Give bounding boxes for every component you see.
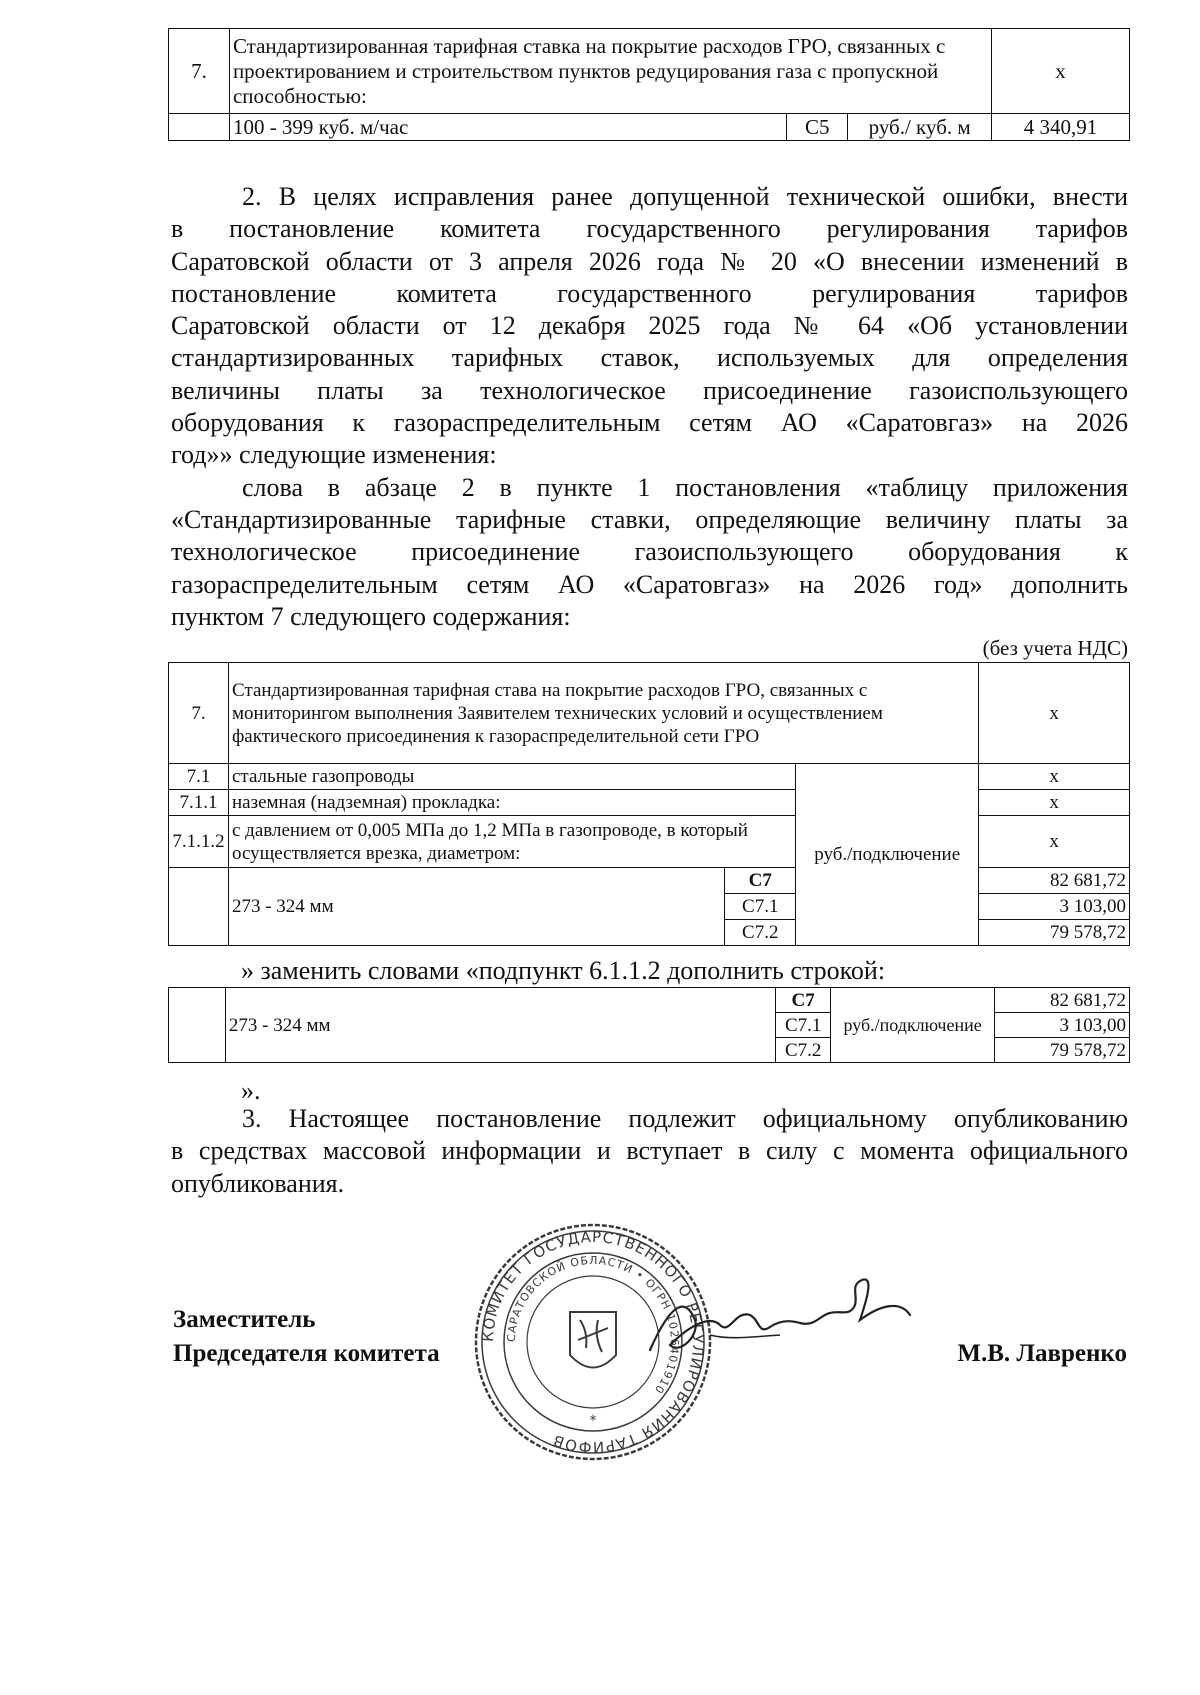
- table1-value: 4 340,91: [992, 114, 1130, 141]
- no-vat-note: (без учета НДС): [982, 636, 1128, 660]
- table3-empty-cell: [169, 988, 226, 1063]
- table2-value-c7-2: 79 578,72: [979, 920, 1130, 946]
- table2-value-c7-1: 3 103,00: [979, 894, 1130, 920]
- table3-unit: руб./подключение: [831, 988, 995, 1063]
- table2-diameter-label: 273 - 324 мм: [228, 868, 724, 946]
- table2-code-c7-2: С7.2: [725, 920, 796, 946]
- table2-row-7-1-1-2-number: 7.1.1.2: [169, 816, 229, 868]
- table2-x-mark: x: [979, 663, 1130, 764]
- table3-value-c7: 82 681,72: [995, 988, 1130, 1013]
- tariff-table-3: [168, 987, 1130, 1063]
- table2-row-7-1-label: стальные газопроводы: [228, 764, 795, 790]
- table1-sub-label: 100 - 399 куб. м/час: [229, 114, 786, 141]
- signatory-role: [173, 1303, 440, 1371]
- table2-row-7-1-1-2-label: с давлением от 0,005 МПа до 1,2 МПа в газопроводе, в который осуществляется врезка, диаметром:: [228, 816, 795, 868]
- paragraph-line: технологическое присоединение газоиспользующего оборудования к: [171, 537, 1128, 567]
- closing-quote: ».: [241, 1076, 261, 1105]
- stamp-inner-text: САРАТОВСКОЙ ОБЛАСТИ • ОГРН 1026401910: [504, 1253, 682, 1397]
- paragraph-line: оборудования к газораспределительным сетям АО «Саратовгаз» на 2026: [171, 408, 1128, 438]
- table2-description: Стандартизированная тарифная става на покрытие расходов ГРО, связанных с мониторингом выполнения Заявителем технических условий и осуществлением фактического присоединения к газораспределительной сети ГРО: [228, 663, 978, 764]
- table2-x-mark: x: [979, 790, 1130, 816]
- tariff-table-1: [168, 28, 1130, 141]
- paragraph-3: [171, 1103, 1128, 1200]
- stamp-outer-text: КОМИТЕТ ГОСУДАРСТВЕННОГО РЕГУЛИРОВАНИЯ ТАРИФОВ: [478, 1227, 708, 1457]
- table3-diameter-label: 273 - 324 мм: [225, 988, 775, 1063]
- handwritten-signature: [640, 1265, 920, 1375]
- tariff-table-2: [168, 662, 1130, 946]
- table1-description: Стандартизированная тарифная ставка на покрытие расходов ГРО, связанных с проектированием и строительством пунктов редуцирования газа с пропускной способностью:: [229, 29, 991, 114]
- table2-row-7-1-1-number: 7.1.1: [169, 790, 229, 816]
- table2-row-7-1-1-label: наземная (надземная) прокладка:: [228, 790, 795, 816]
- table3-code-c7-1: С7.1: [776, 1013, 831, 1038]
- table2-unit: руб./подключение: [796, 764, 979, 946]
- table1-empty-cell: [169, 114, 230, 141]
- paragraph-line: слова в абзаце 2 в пункте 1 постановления «таблицу приложения: [242, 472, 1128, 502]
- table1-row-number: 7.: [169, 29, 230, 114]
- paragraph-line: «Стандартизированные тарифные ставки, определяющие величину платы за: [171, 504, 1128, 534]
- table1-code: С5: [787, 114, 848, 141]
- svg-text:*: *: [589, 1413, 597, 1429]
- signatory-role-line-2: Председателя комитета: [173, 1340, 440, 1367]
- paragraph-line: Саратовской области от 12 декабря 2025 года № 64 «Об установлении: [171, 311, 1128, 341]
- paragraph-line: в постановление комитета государственного регулирования тарифов: [171, 214, 1128, 244]
- table2-row-7-1-number: 7.1: [169, 764, 229, 790]
- table1-unit: руб./ куб. м: [848, 114, 992, 141]
- paragraph-line: 2. В целях исправления ранее допущенной технической ошибки, внести: [242, 182, 1128, 211]
- paragraph-line: 3. Настоящее постановление подлежит официальному опубликованию: [242, 1104, 1128, 1133]
- paragraph-line: год»» следующие изменения:: [171, 440, 497, 470]
- paragraph-line: величины платы за технологическое присоединение газоиспользующего: [171, 375, 1128, 405]
- paragraph-line: постановление комитета государственного регулирования тарифов: [171, 278, 1128, 308]
- paragraph-line: газораспределительным сетям АО «Саратовгаз» на 2026 год» дополнить: [171, 569, 1128, 599]
- table2-code-c7-1: С7.1: [725, 894, 796, 920]
- paragraph-line: пунктом 7 следующего содержания:: [171, 601, 571, 631]
- signatory-role-line-1: Заместитель: [173, 1306, 316, 1333]
- table2-code-c7: С7: [725, 868, 796, 894]
- table2-value-c7: 82 681,72: [979, 868, 1130, 894]
- table3-code-c7-2: С7.2: [776, 1038, 831, 1063]
- paragraph-line: опубликования.: [171, 1168, 345, 1198]
- table2-x-mark: x: [979, 764, 1130, 790]
- paragraph-line: в средствах массовой информации и вступает в силу с момента официального: [171, 1136, 1128, 1166]
- paragraph-2: [171, 181, 1128, 633]
- table3-value-c7-2: 79 578,72: [995, 1038, 1130, 1063]
- table1-x-mark: x: [992, 29, 1130, 114]
- replace-text: » заменить словами «подпункт 6.1.1.2 дополнить строкой:: [241, 956, 886, 985]
- paragraph-line: стандартизированных тарифных ставок, используемых для определения: [171, 343, 1128, 373]
- paragraph-line: Саратовской области от 3 апреля 2026 года № 20 «О внесении изменений в: [171, 246, 1128, 276]
- table2-empty-cell: [169, 868, 229, 946]
- table3-value-c7-1: 3 103,00: [995, 1013, 1130, 1038]
- table2-row-number: 7.: [169, 663, 229, 764]
- table3-code-c7: С7: [776, 988, 831, 1013]
- table2-x-mark: x: [979, 816, 1130, 868]
- signatory-name: М.В. Лавренко: [957, 1340, 1127, 1367]
